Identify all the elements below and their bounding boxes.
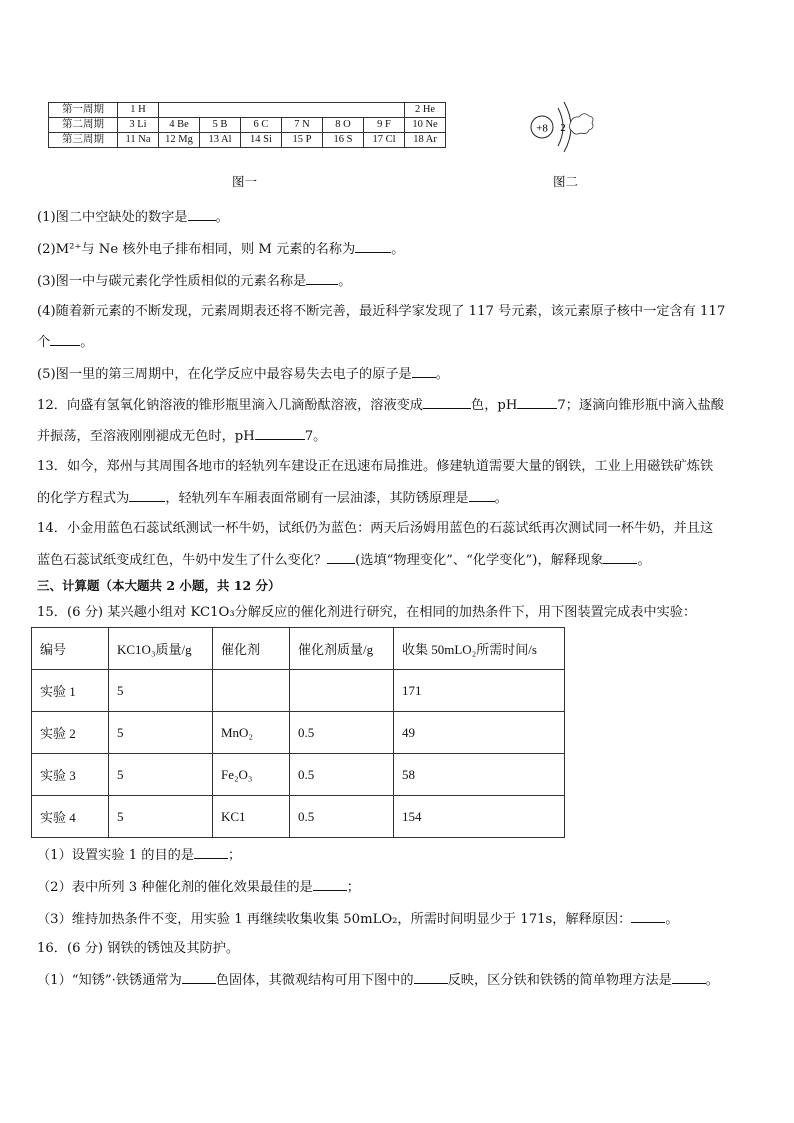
table-cell: 实验 4 [32,796,109,838]
q13-line1 [37,458,713,476]
q15-sub2 [37,878,360,897]
figure-2-caption: 图二 [553,174,579,189]
table-cell: 5 [109,796,213,838]
table-cell: 0.5 [290,712,394,754]
element-cell: 16 S [323,133,364,148]
q11-sub2-text: (2)M²⁺与 Ne 核外电子排布相同，则 M 元素的名称为 [37,242,356,257]
periodic-table [48,102,446,148]
element-cell: 15 P [282,133,323,148]
table-row [32,796,565,838]
q15-sub1 [37,846,241,865]
answer-blank[interactable] [412,365,436,378]
punct: 。 [80,335,94,350]
q11-sub2 [37,240,404,259]
answer-blank[interactable] [603,551,637,564]
q15-sub3 [37,910,679,929]
q13-text: ，轻轨列车车厢表面常刷有一层油漆，其防锈原理是 [165,491,469,506]
element-cell: 9 F [364,118,405,133]
answer-blank[interactable] [313,878,347,891]
answer-blank[interactable] [423,396,471,409]
periodic-row-2 [49,118,446,133]
q14-line2 [37,551,651,570]
element-cell: 10 Ne [405,118,446,133]
q12-text: 7；逐滴向锥形瓶中滴入盐酸 [557,398,724,413]
q11-sub4-text-cont: 个 [37,335,51,350]
q14-line1 [37,520,713,538]
q12-text: 并振荡，至溶液刚刚褪成无色时，pH [37,429,255,444]
q13-text: 的化学方程式为 [37,491,130,506]
punct: 。 [391,242,405,257]
q13-text: 13．如今，郑州与其周围各地市的轻轨列车建设正在迅速布局推进。修建轨道需要大量的钢铁，工业上用磁铁矿炼铁 [37,459,714,474]
table-cell: Fe₂O₃ [213,754,290,796]
table-cell: KC1 [213,796,290,838]
q13-line2 [37,489,508,508]
punct: ； [346,880,360,895]
table-cell [290,670,394,712]
element-cell: 4 Be [159,118,200,133]
table-header-cell: 催化剂 [213,628,290,670]
period-label: 第一周期 [49,103,118,118]
period-label: 第二周期 [49,118,118,133]
table-row [32,670,565,712]
shell-electron-count: 2 [560,122,566,134]
table-cell: 实验 2 [32,712,109,754]
q11-sub1-text: (1)图二中空缺处的数字是 [37,210,188,225]
q11-sub1 [37,208,229,227]
q16-text: （1）“知锈”·铁锈通常为 [37,973,182,988]
element-cell: 13 Al [200,133,241,148]
q11-sub4 [37,303,725,321]
table-cell: 171 [394,670,565,712]
q14-text: 14．小金用蓝色石蕊试纸测试一杯牛奶，试纸仍为蓝色：两天后汤姆用蓝色的石蕊试纸再次测试同一杯牛奶，并且这 [37,521,714,536]
periodic-row-3 [49,133,446,148]
answer-blank[interactable] [469,489,495,502]
q11-sub5 [37,365,449,384]
q16-sub1 [37,971,719,990]
q11-sub3-text: (3)图一中与碳元素化学性质相似的元素名称是 [37,274,307,289]
answer-blank[interactable] [306,272,338,285]
punct: 。 [665,912,679,927]
answer-blank[interactable] [188,208,216,221]
element-cell: 6 C [241,118,282,133]
blank-cloud-icon [569,114,593,134]
table-header-cell: 编号 [32,628,109,670]
answer-blank[interactable] [50,333,80,346]
empty-cell [159,103,405,118]
punct: ； [228,848,242,863]
table-cell: 5 [109,670,213,712]
element-cell: 3 Li [118,118,159,133]
punct: 。 [215,210,229,225]
q16-text: 色固体，其微观结构可用下图中的 [215,973,414,988]
table-cell: 实验 3 [32,754,109,796]
element-cell: 7 N [282,118,323,133]
table-header-row [32,628,565,670]
q14-text: (选填“物理变化”、“化学变化”)，解释现象 [355,553,604,568]
element-cell: 18 Ar [405,133,446,148]
q11-sub4-text: (4)随着新元素的不断发现，元素周期表还将不断完善，最近科学家发现了 117 号元素，该元素原子核中一定含有 117 [37,304,726,319]
answer-blank[interactable] [355,240,391,253]
q11-sub4-cont [37,333,93,352]
element-cell: 2 He [405,103,446,118]
element-cell: 14 Si [241,133,282,148]
table-cell: 0.5 [290,754,394,796]
nucleus-charge: +8 [536,122,548,135]
q11-sub5-text: (5)图一里的第三周期中，在化学反应中最容易失去电子的原子是 [37,367,412,382]
q12-line1 [37,396,724,415]
q11-sub3 [37,272,351,291]
periodic-row-1 [49,103,446,118]
table-cell: 实验 1 [32,670,109,712]
q12-text: 7。 [304,429,327,444]
table-cell: 5 [109,712,213,754]
table-row [32,712,565,754]
q16-title: 16．(6 分) 钢铁的锈蚀及其防护。 [37,941,240,956]
q15-sub3-text: （3）维持加热条件不变，用实验 1 再继续收集收集 50mLO₂，所需时间明显少于 171s，解释原因： [37,912,632,927]
answer-blank[interactable] [414,971,448,984]
punct: 。 [435,367,449,382]
q12-line2 [37,427,326,446]
element-cell: 17 Cl [364,133,405,148]
element-cell: 12 Mg [159,133,200,148]
section-heading: 三、计算题（本大题共 2 小题，共 12 分） [37,578,281,593]
figure-1-caption: 图一 [232,174,258,189]
experiment-table [31,627,565,838]
q14-text: 蓝色石蕊试纸变成红色，牛奶中发生了什么变化？ [37,553,328,568]
answer-blank[interactable] [255,427,305,440]
answer-blank[interactable] [517,396,557,409]
table-cell [213,670,290,712]
q16-text: 反映，区分铁和铁锈的简单物理方法是 [447,973,672,988]
table-cell: 58 [394,754,565,796]
answer-blank[interactable] [194,846,228,859]
atom-structure-diagram [522,94,596,158]
element-cell: 11 Na [118,133,159,148]
punct: 。 [494,491,508,506]
q15-sub2-text: （2）表中所列 3 种催化剂的催化效果最佳的是 [37,880,313,895]
q15-intro: 15．(6 分) 某兴趣小组对 KC1O₃分解反应的催化剂进行研究，在相同的加热条件下，用下图装置完成表中实验： [37,605,697,620]
table-cell: 154 [394,796,565,838]
table-header-cell: KC1O₃质量/g [109,628,213,670]
punct: 。 [637,553,651,568]
table-header-cell: 收集 50mLO₂所需时间/s [394,628,565,670]
answer-blank[interactable] [327,551,355,564]
table-cell: MnO₂ [213,712,290,754]
punct: 。 [338,274,352,289]
table-cell: 49 [394,712,565,754]
table-row [32,754,565,796]
answer-blank[interactable] [631,910,665,923]
q12-text: 色，pH [471,398,518,413]
answer-blank[interactable] [182,971,216,984]
answer-blank[interactable] [129,489,165,502]
element-cell: 8 O [323,118,364,133]
period-label: 第三周期 [49,133,118,148]
table-header-cell: 催化剂质量/g [290,628,394,670]
element-cell: 1 H [118,103,159,118]
element-cell: 5 B [200,118,241,133]
table-cell: 0.5 [290,796,394,838]
punct: 。 [705,973,719,988]
table-cell: 5 [109,754,213,796]
q15-sub1-text: （1）设置实验 1 的目的是 [37,848,195,863]
q12-text: 12．向盛有氢氧化钠溶液的锥形瓶里滴入几滴酚酞溶液，溶液变成 [37,398,424,413]
answer-blank[interactable] [672,971,706,984]
